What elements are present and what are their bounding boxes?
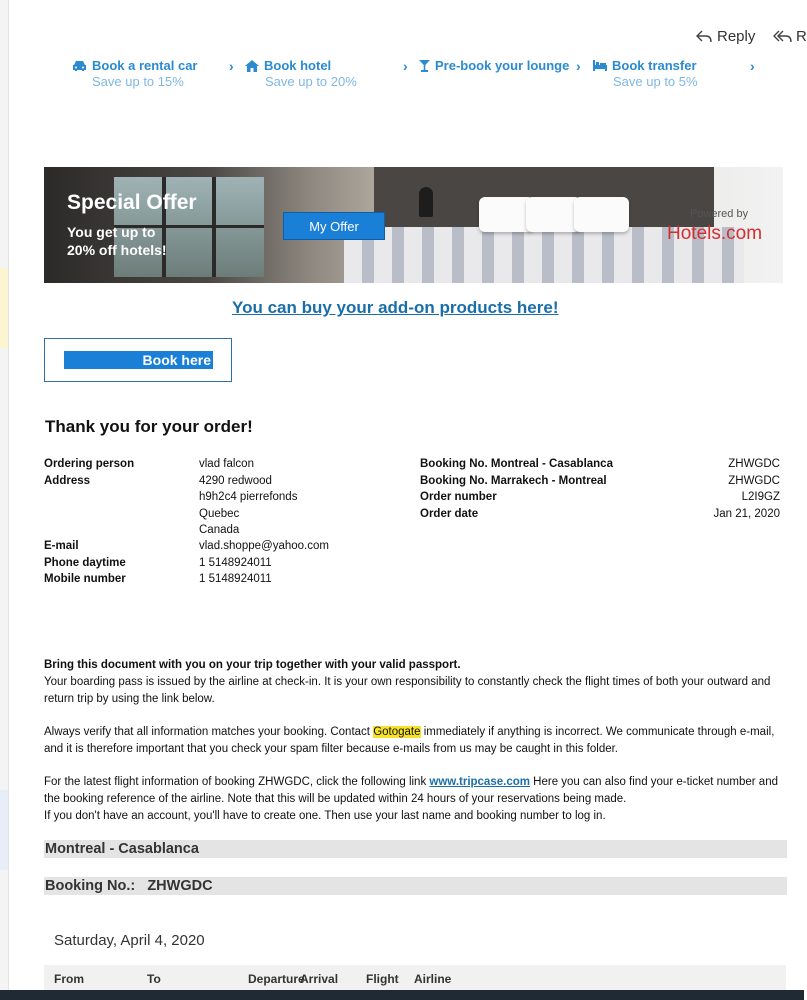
promo-lounge[interactable] [419, 58, 569, 73]
mobile-label: Mobile number [44, 573, 126, 585]
column-header-from: From [54, 972, 84, 986]
tripcase-notice [44, 774, 789, 825]
book-here-button[interactable] [64, 351, 213, 369]
booking-out-value: ZHWGDC [728, 458, 780, 470]
booking-out-label: Booking No. Montreal - Casablanca [420, 458, 613, 470]
gotogate-highlight: Gotogate [373, 726, 421, 738]
booking-return-label: Booking No. Marrakech - Montreal [420, 475, 607, 487]
promo-title: Book transfer [612, 58, 697, 73]
reply-all-label: R [796, 28, 807, 45]
address-line: Quebec [199, 508, 240, 520]
taskbar [0, 990, 804, 1000]
offer-subtitle-line: 20% off hotels! [67, 242, 167, 258]
route-title: Montreal - Casablanca [44, 840, 787, 858]
offer-subtitle-line: You get up to [67, 224, 156, 240]
chevron-right-icon: › [750, 58, 755, 74]
promo-hotel[interactable] [245, 58, 357, 89]
pillow-image [526, 197, 581, 232]
promo-title: Pre-book your lounge [435, 58, 570, 73]
notice-text: immediately if anything is incorrect. We communicate through e-mail, and it is therefore important that you check your spam filter because e-mails from us may be caught in this folder. [44, 726, 775, 755]
order-date-label: Order date [420, 508, 479, 520]
notice-text: Always verify that all information matches your booking. Contact [44, 726, 374, 738]
left-panel-edge [0, 0, 9, 990]
ordering-person-label: Ordering person [44, 458, 135, 470]
book-here-box[interactable] [44, 338, 232, 382]
reply-all-button[interactable] [774, 28, 807, 45]
notice-text: Your boarding pass is issued by the airline at check-in. It is your own responsibility to constantly check the flight times of both your outward and return trip by using the link below. [44, 676, 771, 705]
car-icon [72, 60, 87, 72]
addon-products-link[interactable]: You can buy your add-on products here! [232, 298, 559, 317]
promo-subtitle: Save up to 20% [265, 74, 357, 89]
flight-date: Saturday, April 4, 2020 [54, 932, 205, 949]
pillow-image [574, 197, 629, 232]
notice-text: For the latest flight information of booking ZHWGDC, click the following link [44, 776, 430, 788]
notice-text: Here you can also find your e-ticket number and the booking reference of the airline. Note that this will be updated within 24 hours of your reservations being made. [44, 776, 778, 805]
phone-label: Phone daytime [44, 557, 126, 569]
address-line: h9h2c4 pierrefonds [199, 491, 298, 503]
bed-icon [593, 60, 607, 71]
cocktail-icon [419, 60, 430, 72]
reply-icon [695, 29, 713, 45]
column-header-airline: Airline [414, 972, 452, 986]
promo-title: Book hotel [264, 58, 332, 73]
thank-you-heading: Thank you for your order! [45, 417, 253, 436]
address-line: 4290 redwood [199, 475, 272, 487]
column-header-flight: Flight [366, 972, 399, 986]
lamp-image [419, 187, 433, 217]
order-number-value: L2I9GZ [741, 491, 780, 503]
selected-message-marker [0, 268, 8, 348]
powered-by-label: Powered by [690, 208, 749, 220]
notice-bold: Bring this document with you on your trip together with your valid passport. [44, 659, 461, 671]
ordering-person-value: vlad falcon [199, 458, 254, 470]
booking-number-bar [44, 877, 787, 895]
promo-subtitle: Save up to 15% [92, 74, 184, 89]
message-marker [0, 790, 8, 870]
promo-transfer[interactable] [593, 58, 698, 89]
tripcase-link[interactable]: www.tripcase.com [429, 776, 530, 788]
reply-label: Reply [717, 28, 756, 45]
reply-button[interactable] [695, 28, 755, 45]
address-label: Address [44, 475, 91, 487]
promo-title: Book a rental car [92, 58, 198, 73]
chevron-right-icon: › [229, 58, 234, 74]
offer-title: Special Offer [67, 191, 197, 214]
passport-notice [44, 657, 789, 708]
chevron-right-icon: › [576, 58, 581, 74]
mobile-value: 1 5148924011 [199, 573, 272, 585]
hotels-com-logo: Hotels.com [667, 223, 763, 244]
verify-notice [44, 724, 789, 758]
booking-number-value: ZHWGDC [147, 878, 213, 894]
column-header-to: To [147, 972, 161, 986]
order-number-label: Order number [420, 491, 497, 503]
order-date-value: Jan 21, 2020 [713, 508, 780, 520]
book-here-label: Book here [142, 352, 211, 368]
email-value: vlad.shoppe@yahoo.com [199, 540, 329, 552]
reply-all-icon [774, 29, 792, 45]
address-line: Canada [199, 524, 240, 536]
promo-subtitle: Save up to 5% [613, 74, 698, 89]
offer-subtitle [67, 223, 167, 259]
promo-rental-car[interactable] [72, 58, 198, 89]
phone-value: 1 5148924011 [199, 557, 272, 569]
chevron-right-icon: › [403, 58, 408, 74]
hotel-offer-banner[interactable] [44, 167, 783, 283]
email-label: E-mail [44, 540, 79, 552]
column-header-arrival: Arrival [300, 972, 339, 986]
my-offer-button[interactable]: My Offer [283, 212, 385, 240]
booking-number-label: Booking No.: [45, 878, 136, 894]
notice-text: If you don't have an account, you'll have to create one. Then use your last name and booking number to log in. [44, 810, 606, 822]
column-header-departure: Departure [248, 972, 305, 986]
booking-return-value: ZHWGDC [728, 475, 780, 487]
home-icon [245, 60, 259, 72]
